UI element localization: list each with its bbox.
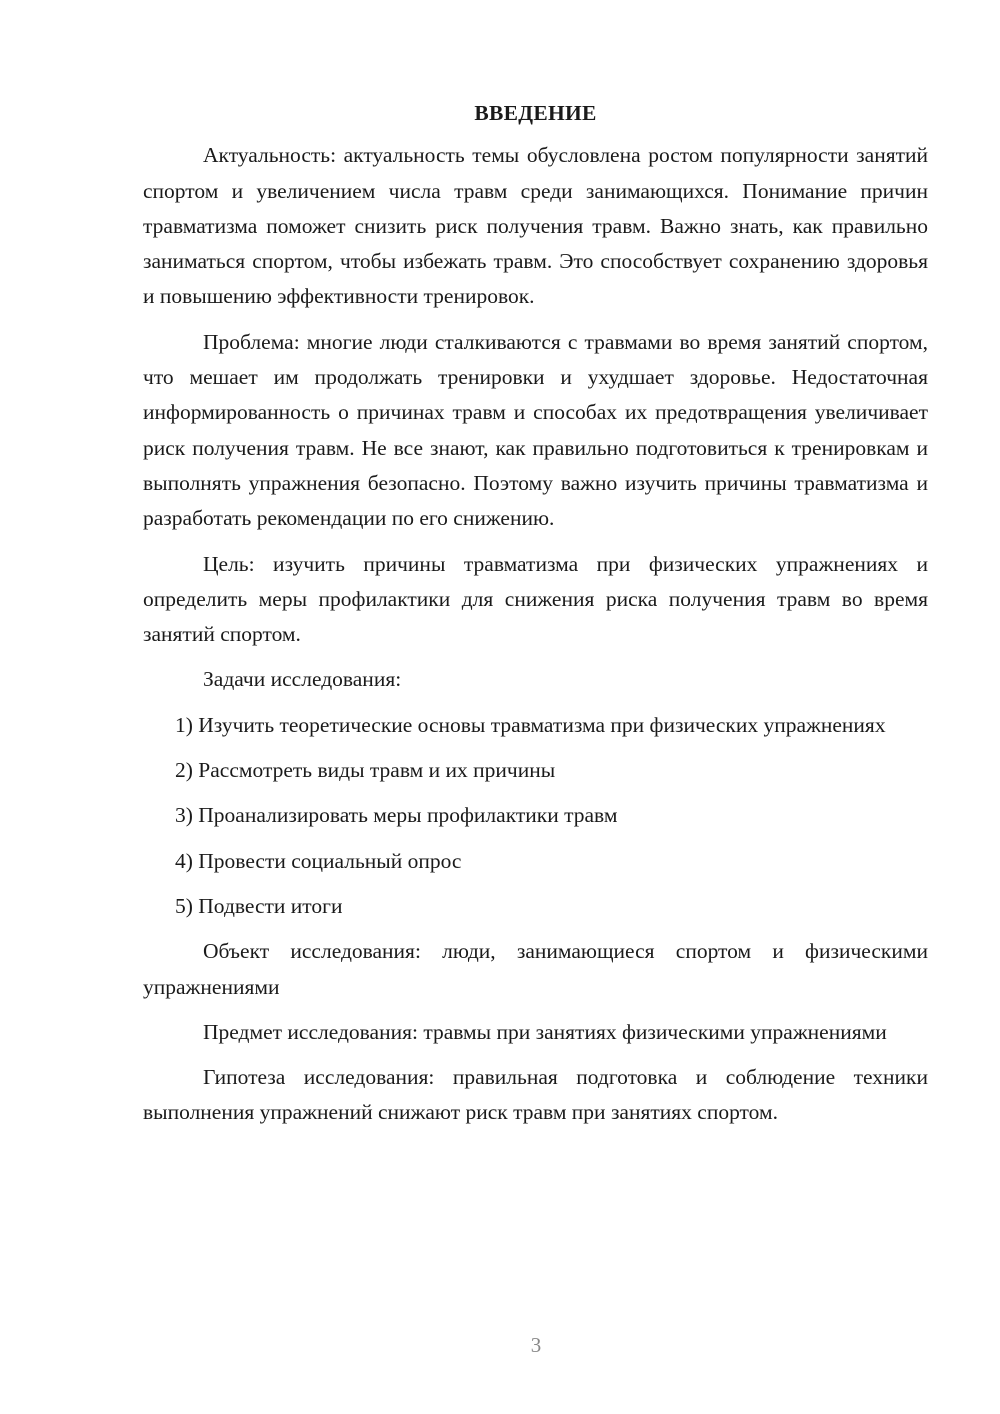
task-item: 4) Провести социальный опрос: [175, 848, 462, 873]
goal-paragraph: Цель: изучить причины травматизма при физических упражнениях и определить меры профилактики для снижения риска получения травм во время занятий спортом.: [143, 551, 928, 647]
document-page: [143, 96, 928, 1141]
object-paragraph: Объект исследования: люди, занимающиеся спортом и физическими упражнениями: [143, 939, 928, 999]
relevance-paragraph: Актуальность: актуальность темы обусловлена ростом популярности занятий спортом и увеличением числа травм среди занимающихся. Понимание причин травматизма поможет снизить риск получения травм. Важно знать, как правильно заниматься спортом, чтобы избежать травм. Это способствует сохранению здоровья и повышению эффективности тренировок.: [143, 143, 928, 309]
section-title: ВВЕДЕНИЕ: [474, 101, 597, 125]
tasks-heading: Задачи исследования:: [203, 667, 402, 692]
problem-paragraph: Проблема: многие люди сталкиваются с травмами во время занятий спортом, что мешает им продолжать тренировки и ухудшает здоровье. Недостаточная информированность о причинах травм и способах их предотвращения увеличивает риск получения травм. Не все знают, как правильно подготовиться к тренировкам и выполнять упражнения безопасно. Поэтому важно изучить причины травматизма и разработать рекомендации по его снижению.: [143, 329, 928, 531]
task-item: 5) Подвести итоги: [175, 893, 343, 918]
page-number: 3: [530, 1333, 542, 1357]
task-item: 1) Изучить теоретические основы травматизма при физических упражнениях: [175, 712, 886, 737]
subject-paragraph: Предмет исследования: травмы при занятиях физическими упражнениями: [203, 1019, 887, 1044]
hypothesis-paragraph: Гипотеза исследования: правильная подготовка и соблюдение техники выполнения упражнений снижают риск травм при занятиях спортом.: [143, 1065, 928, 1125]
task-item: 3) Проанализировать меры профилактики травм: [175, 803, 618, 828]
task-item: 2) Рассмотреть виды травм и их причины: [175, 758, 556, 783]
